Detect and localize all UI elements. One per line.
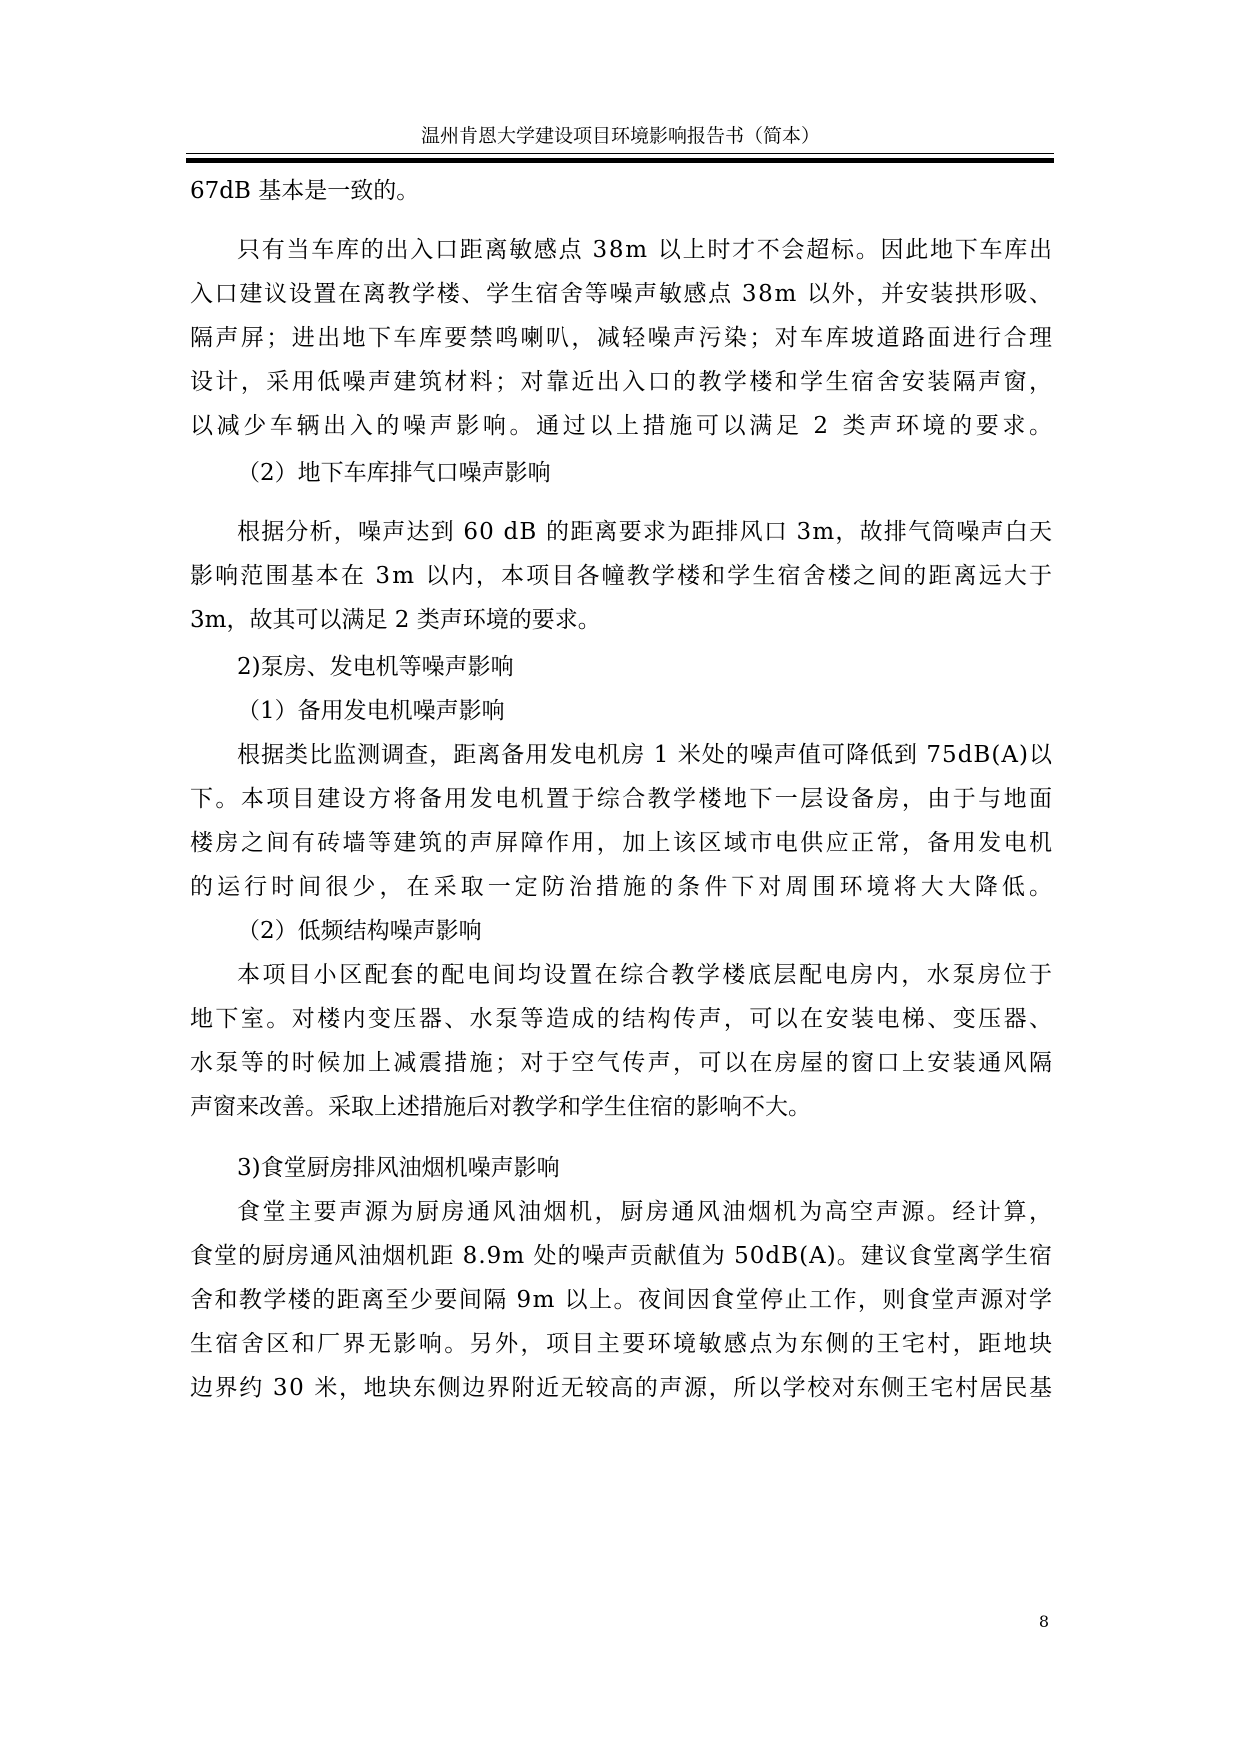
text-line: 声窗来改善。采取上述措施后对教学和学生住宿的影响不大。 <box>190 1094 811 1120</box>
header-title: 温州肯恩大学建设项目环境影响报告书（简本） <box>420 125 820 147</box>
text-line: 的运行时间很少，在采取一定防治措施的条件下对周围环境将大大降低。 <box>190 874 1057 900</box>
text-line: 食堂主要声源为厨房通风油烟机，厨房通风油烟机为高空声源。经计算， <box>237 1199 1055 1225</box>
header-rule-thin <box>186 153 1054 154</box>
text-line: 地下室。对楼内变压器、水泵等造成的结构传声，可以在安装电梯、变压器、 <box>190 1006 1055 1032</box>
text-line: 3m，故其可以满足 2 类声环境的要求。 <box>190 607 601 633</box>
text-line: 67dB 基本是一致的。 <box>190 178 420 204</box>
text-line: 隔声屏；进出地下车库要禁鸣喇叭，减轻噪声污染；对车库坡道路面进行合理 <box>190 325 1055 351</box>
text-line: 根据类比监测调查，距离备用发电机房 1 米处的噪声值可降低到 75dB(A)以 <box>237 742 1054 768</box>
subheading: 3)食堂厨房排风油烟机噪声影响 <box>237 1155 560 1181</box>
text-line: 影响范围基本在 3m 以内，本项目各幢教学楼和学生宿舍楼之间的距离远大于 <box>190 563 1055 589</box>
text-line: 楼房之间有砖墙等建筑的声屏障作用，加上该区域市电供应正常，备用发电机 <box>190 830 1055 856</box>
text-line: 舍和教学楼的距离至少要间隔 9m 以上。夜间因食堂停止工作，则食堂声源对学 <box>190 1287 1054 1313</box>
subheading: （1）备用发电机噪声影响 <box>237 698 505 724</box>
subheading: 2)泵房、发电机等噪声影响 <box>237 654 514 680</box>
header-rule-thick <box>186 158 1054 163</box>
text-line: 边界约 30 米，地块东侧边界附近无较高的声源，所以学校对东侧王宅村居民基 <box>190 1375 1054 1401</box>
text-line: 以减少车辆出入的噪声影响。通过以上措施可以满足 2 类声环境的要求。 <box>190 413 1056 439</box>
page-number: 8 <box>1038 1612 1049 1631</box>
text-line: 本项目小区配套的配电间均设置在综合教学楼底层配电房内，水泵房位于 <box>237 962 1055 988</box>
text-line: 只有当车库的出入口距离敏感点 38m 以上时才不会超标。因此地下车库出 <box>237 237 1054 263</box>
text-line: 入口建议设置在离教学楼、学生宿舍等噪声敏感点 38m 以外，并安装拱形吸、 <box>190 281 1054 307</box>
subheading: （2）地下车库排气口噪声影响 <box>237 460 551 486</box>
subheading: （2）低频结构噪声影响 <box>237 918 482 944</box>
text-line: 下。本项目建设方将备用发电机置于综合教学楼地下一层设备房，由于与地面 <box>190 786 1055 812</box>
text-line: 食堂的厨房通风油烟机距 8.9m 处的噪声贡献值为 50dB(A)。建议食堂离学生宿 <box>190 1243 1054 1269</box>
text-line: 生宿舍区和厂界无影响。另外，项目主要环境敏感点为东侧的王宅村，距地块 <box>190 1331 1055 1357</box>
text-line: 根据分析，噪声达到 60 dB 的距离要求为距排风口 3m，故排气筒噪声白天 <box>237 519 1054 545</box>
text-line: 水泵等的时候加上减震措施；对于空气传声，可以在房屋的窗口上安装通风隔 <box>190 1050 1055 1076</box>
text-line: 设计，采用低噪声建筑材料；对靠近出入口的教学楼和学生宿舍安装隔声窗， <box>190 369 1055 395</box>
